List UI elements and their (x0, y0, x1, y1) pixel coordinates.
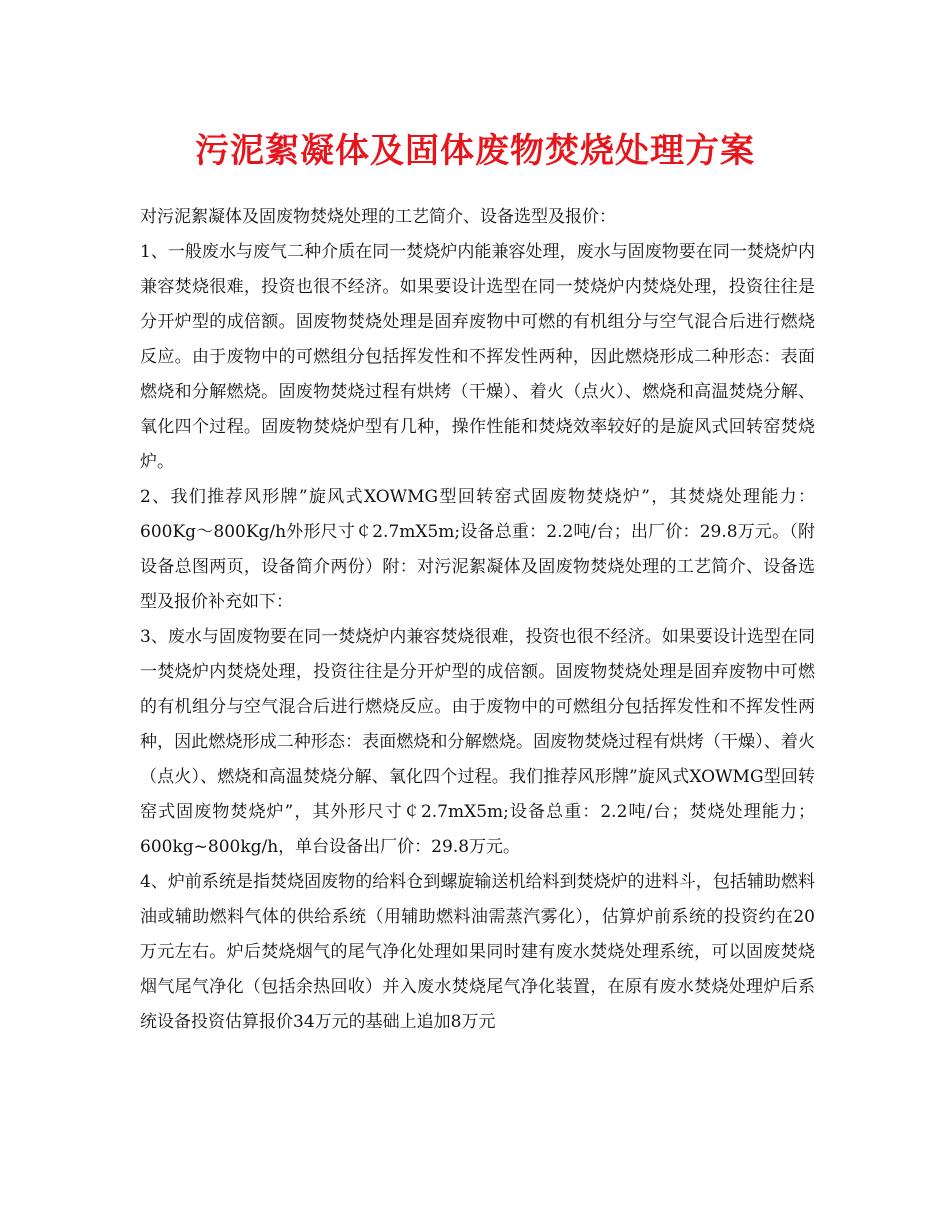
paragraph-2: 2、我们推荐风形牌”旋风式XOWMG型回转窑式固废物焚烧炉”，其焚烧处理能力：600Kg～800Kg/h外形尺寸￠2.7mX5m;设备总重：2.2吨/台；出厂价：29.8万元。（附设备总图两页，设备简介两份）附：对污泥絮凝体及固废物焚烧处理的工艺简介、设备选型及报价补充如下： (140, 487, 815, 612)
paragraph-1: 1、一般废水与废气二种介质在同一焚烧炉内能兼容处理，废水与固废物要在同一焚烧炉内兼容焚烧很难，投资也很不经济。如果要设计选型在同一焚烧炉内焚烧处理，投资往往是分开炉型的成倍额。固废物焚烧处理是固弃废物中可燃的有机组分与空气混合后进行燃烧反应。由于废物中的可燃组分包括挥发性和不挥发性两种，因此燃烧形成二种形态：表面燃烧和分解燃烧。固废物焚烧过程有烘烤（干燥）、着火（点火）、燃烧和高温焚烧分解、氧化四个过程。固废物焚烧炉型有几种，操作性能和焚烧效率较好的是旋风式回转窑焚烧炉。 (140, 242, 815, 472)
document-body (140, 200, 815, 1040)
document-title: 污泥絮凝体及固体废物焚烧处理方案 (195, 131, 755, 171)
paragraph-4: 4、炉前系统是指焚烧固废物的给料仓到螺旋输送机给料到焚烧炉的进料斗，包括辅助燃料油或辅助燃料气体的供给系统（用辅助燃料油需蒸汽雾化），估算炉前系统的投资约在20万元左右。炉后焚烧烟气的尾气净化处理如果同时建有废水焚烧处理系统，可以固废焚烧烟气尾气净化（包括余热回收）并入废水焚烧尾气净化装置，在原有废水焚烧处理炉后系统设备投资估算报价34万元的基础上追加8万元 (140, 872, 815, 1032)
paragraph-3: 3、废水与固废物要在同一焚烧炉内兼容焚烧很难，投资也很不经济。如果要设计选型在同一焚烧炉内焚烧处理，投资往往是分开炉型的成倍额。固废物焚烧处理是固弃废物中可燃的有机组分与空气混合后进行燃烧反应。由于废物中的可燃组分包括挥发性和不挥发性两种，因此燃烧形成二种形态：表面燃烧和分解燃烧。固废物焚烧过程有烘烤（干燥）、着火（点火）、燃烧和高温焚烧分解、氧化四个过程。我们推荐风形牌”旋风式XOWMG型回转窑式固废物焚烧炉”，其外形尺寸￠2.7mX5m;设备总重：2.2吨/台；焚烧处理能力；600kg~800kg/h，单台设备出厂价：29.8万元。 (140, 627, 815, 857)
paragraph-intro: 对污泥絮凝体及固废物焚烧处理的工艺简介、设备选型及报价： (140, 207, 616, 227)
